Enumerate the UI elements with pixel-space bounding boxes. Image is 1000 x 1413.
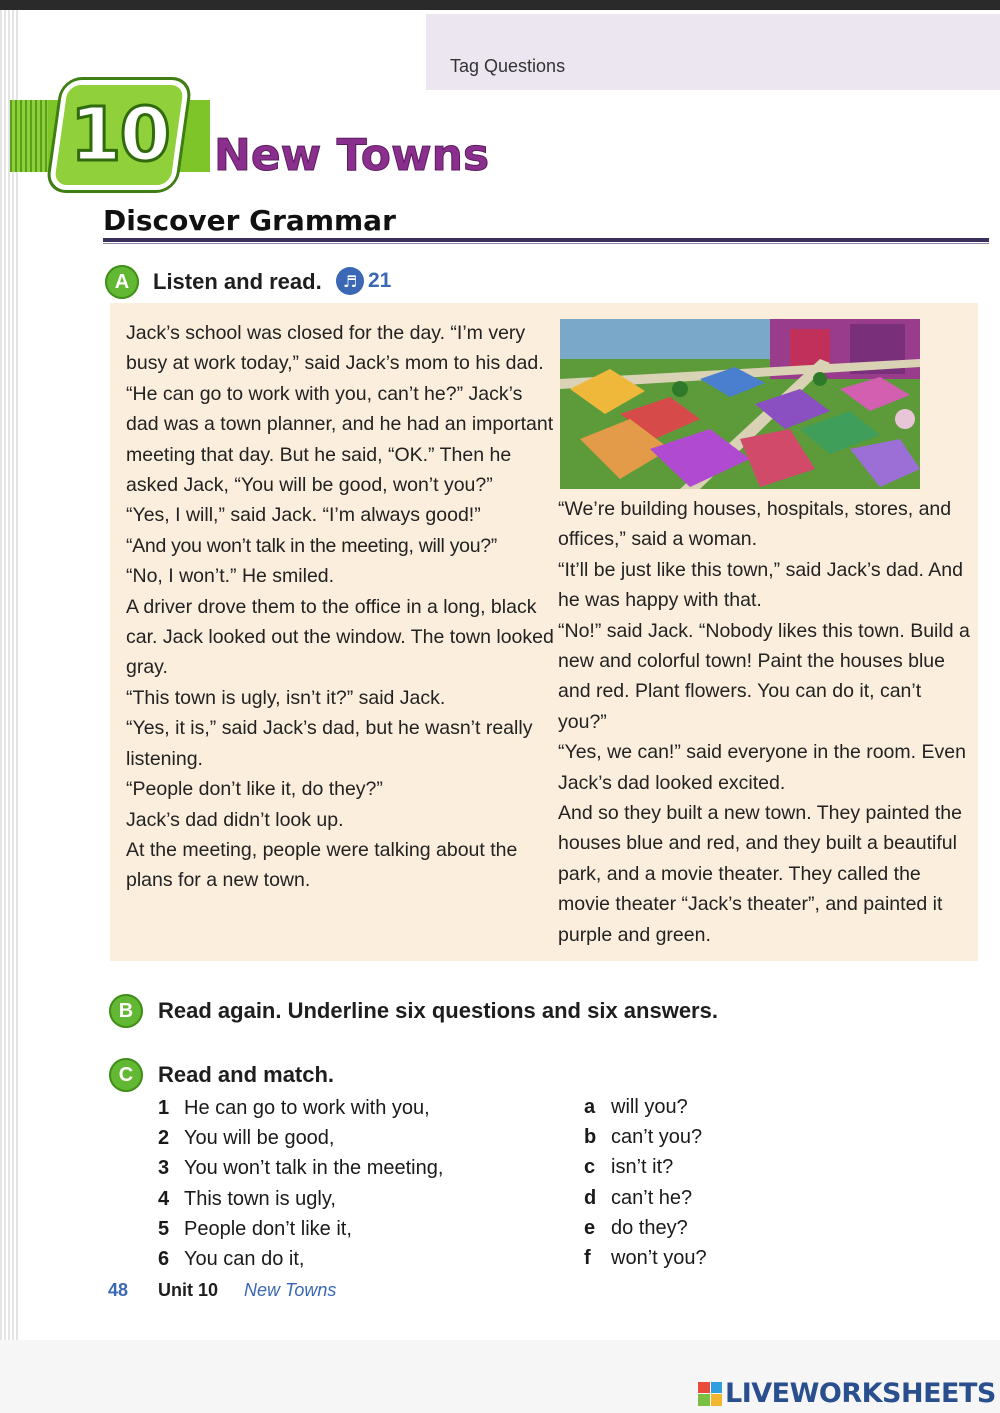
match-item-number: 2 [158,1127,170,1150]
match-item-text: You can do it, [184,1248,305,1271]
match-item-text: can’t he? [611,1186,693,1209]
story-paragraph: “Yes, I will,” said Jack. “I’m always good!” [126,504,481,527]
liveworksheets-logo-text: LIVEWORKSHEETS [725,1378,996,1409]
match-item-number: 4 [158,1187,170,1210]
match-item-text: won’t you? [611,1247,707,1270]
story-paragraph: A driver drove them to the office in a long, black car. Jack looked out the window. The town looked gray. [126,595,554,679]
match-item-letter: c [584,1156,596,1179]
match-right-item[interactable] [584,1092,707,1122]
exercise-a-instruction: Listen and read. [153,269,322,294]
match-item-text: can’t you? [611,1126,703,1149]
match-right-item[interactable] [584,1243,707,1273]
match-item-text: do they? [611,1216,688,1239]
match-right-item[interactable] [584,1183,707,1213]
exercise-b-instruction: Read again. Underline six questions and six answers. [158,998,718,1023]
unit-title: New Towns [214,130,490,181]
match-item-number: 1 [158,1097,170,1119]
story-paragraph: “Yes, we can!” said everyone in the room. Even Jack’s dad looked excited. [558,741,966,794]
liveworksheets-logo [698,1378,996,1409]
liveworksheets-logo-icon [698,1382,722,1406]
match-left-item[interactable] [158,1123,443,1153]
unit-banner-stripes [10,100,48,172]
page-left-edge [0,10,20,1340]
town-illustration [560,319,920,489]
story-paragraph: Jack’s school was closed for the day. “I’m very busy at work today,” said Jack’s mom to his dad. “He can go to work with you, can’t he?” Jack’s dad was a town planner, and he had an important meeting that day. But he said, “OK.” Then he asked Jack, “You will be good, won’t you?” [126,322,554,497]
page-number: 48 [108,1280,129,1300]
match-item-text: People don’t like it, [184,1217,352,1240]
match-item-number: 5 [158,1217,170,1240]
match-left-item[interactable] [158,1093,443,1123]
match-right-item[interactable] [584,1152,707,1182]
topic-label: Tag Questions [450,56,566,76]
match-item-letter: e [584,1216,596,1239]
section-divider-thin [103,243,989,244]
match-item-text: isn’t it? [611,1156,674,1179]
unit-number-badge [48,80,189,190]
match-left-item[interactable] [158,1214,443,1244]
match-item-text: You won’t talk in the meeting, [184,1157,444,1180]
exercise-a-badge: A [105,265,139,299]
match-item-text: This town is ugly, [184,1187,336,1210]
match-item-text: You will be good, [184,1127,335,1150]
match-left-list [158,1093,443,1274]
match-item-letter: b [584,1126,597,1149]
footer-unit-name: New Towns [244,1280,337,1300]
story-paragraph: “We’re building houses, hospitals, stores, and offices,” said a woman. [558,498,952,551]
match-item-number: 3 [158,1157,170,1180]
match-item-letter: d [584,1186,597,1209]
match-item-letter: a [584,1096,596,1118]
section-title: Discover Grammar [103,204,396,237]
match-item-number: 6 [158,1248,170,1271]
footer-unit-label: Unit 10 [158,1280,219,1300]
story-paragraph: “And you won’t talk in the meeting, will you?” [126,534,497,557]
exercise-c-instruction: Read and match. [158,1062,335,1087]
story-paragraph: “It’ll be just like this town,” said Jack’s dad. And he was happy with that. [558,558,963,612]
audio-track-number: 21 [368,269,392,292]
topic-tab [426,14,1000,90]
story-paragraph: “No!” said Jack. “Nobody likes this town. Build a new and colorful town! Paint the houses blue and red. Plant flowers. You can do it, can’t you?” [558,619,970,733]
unit-number: 10 [69,92,169,178]
page-top-edge [0,0,1000,10]
story-paragraph: “No, I won’t.” He smiled. [126,565,335,588]
story-right-column [558,494,970,950]
match-right-item[interactable] [584,1213,707,1243]
story-paragraph: At the meeting, people were talking about the plans for a new town. [126,838,518,892]
story-paragraph: And so they built a new town. They painted the houses blue and red, and they built a beautiful park, and a movie theater. They called the movie theater “Jack’s theater”, and painted it purple and green. [558,802,962,946]
story-left-column [126,318,554,896]
match-right-item[interactable] [584,1122,707,1152]
story-paragraph: Jack’s dad didn’t look up. [126,808,344,831]
exercise-b-badge: B [109,994,143,1028]
match-left-item[interactable] [158,1244,443,1274]
section-divider [103,238,989,242]
story-paragraph: “This town is ugly, isn’t it?” said Jack. [126,686,446,709]
story-paragraph: “People don’t like it, do they?” [126,778,383,801]
audio-play-icon[interactable]: ♬ [336,267,364,295]
exercise-c-badge: C [109,1058,143,1092]
match-item-text: He can go to work with you, [184,1097,430,1119]
match-left-item[interactable] [158,1153,443,1183]
match-left-item[interactable] [158,1184,443,1214]
match-item-text: will you? [611,1096,688,1118]
match-item-letter: f [584,1247,591,1270]
match-right-list [584,1092,707,1273]
story-paragraph: “Yes, it is,” said Jack’s dad, but he wasn’t really listening. [126,717,533,770]
